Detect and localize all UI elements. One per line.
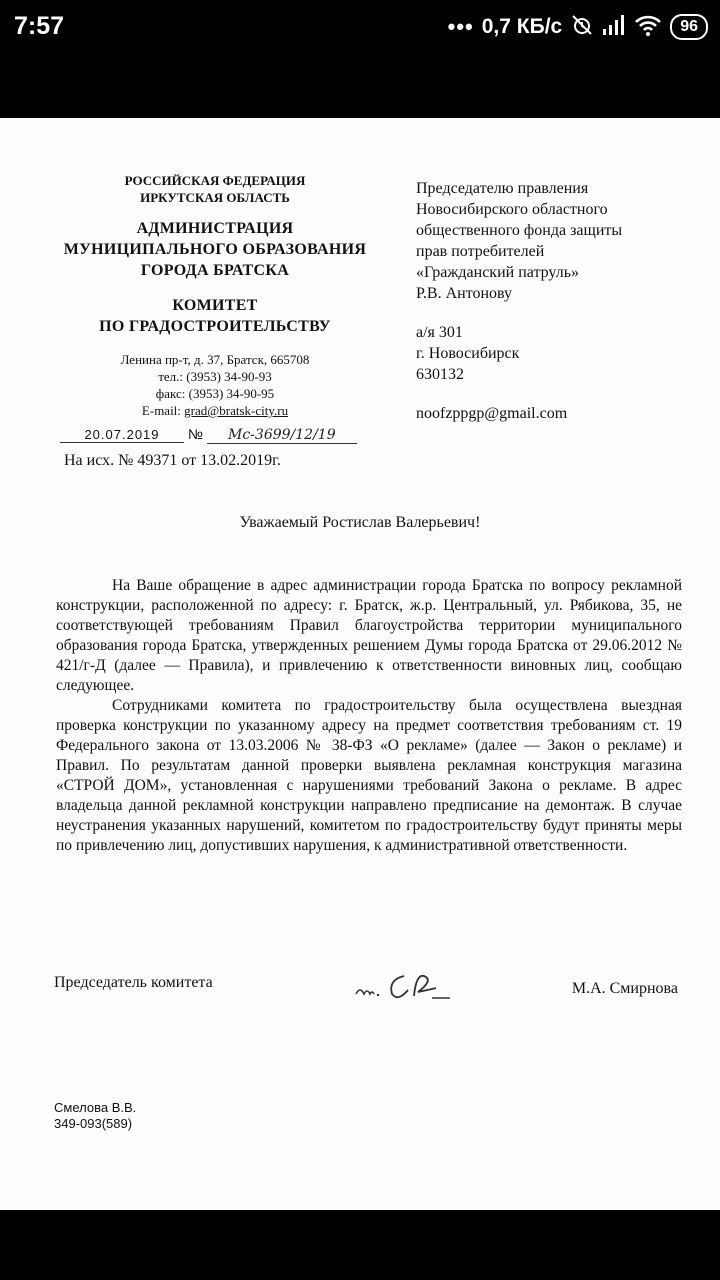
addressee-postcode: 630132 bbox=[416, 366, 464, 383]
status-icons bbox=[448, 10, 708, 44]
org-email-link: grad@bratsk-city.ru bbox=[184, 403, 289, 418]
org-email bbox=[40, 402, 390, 419]
addressee-line-2: Новосибирского областного bbox=[416, 201, 608, 218]
addressee-po-box: а/я 301 bbox=[416, 324, 463, 341]
signer-position: Председатель комитета bbox=[54, 974, 213, 991]
document-page bbox=[0, 118, 720, 1210]
handwritten-signature bbox=[352, 966, 462, 1006]
addressee-line-5: «Гражданский патруль» bbox=[416, 264, 580, 281]
in-reply-to: На исх. № 49371 от 13.02.2019г. bbox=[64, 452, 281, 469]
letter-body bbox=[56, 576, 682, 856]
registration-date: 20.07.2019 bbox=[60, 427, 184, 443]
committee-line-1: КОМИТЕТ bbox=[172, 297, 258, 314]
country-line: РОССИЙСКАЯ ФЕДЕРАЦИЯ bbox=[124, 173, 306, 188]
network-speed: 0,7 КБ/с bbox=[481, 15, 563, 38]
admin-line-1: АДМИНИСТРАЦИЯ bbox=[136, 220, 294, 237]
status-bar bbox=[0, 0, 720, 60]
letterhead bbox=[40, 172, 390, 419]
org-email-label: E-mail: bbox=[141, 403, 185, 418]
region-line: ИРКУТСКАЯ ОБЛАСТЬ bbox=[140, 190, 290, 205]
signal-icon bbox=[602, 14, 626, 41]
addressee-block bbox=[416, 178, 706, 424]
registration-number: Мс-3699/12/19 bbox=[207, 427, 357, 444]
committee-line-2: ПО ГРАДОСТРОИТЕЛЬСТВУ bbox=[99, 318, 331, 335]
addressee-line-3: общественного фонда защиты bbox=[416, 222, 623, 239]
executor-name: Смелова В.В. bbox=[54, 1100, 137, 1115]
admin-line-3: ГОРОДА БРАТСКА bbox=[140, 262, 290, 279]
signer-name: М.А. Смирнова bbox=[571, 980, 678, 997]
addressee-city: г. Новосибирск bbox=[416, 345, 520, 362]
org-address: Ленина пр-т, д. 37, Братск, 665708 bbox=[120, 352, 310, 367]
executor-phone: 349-093(589) bbox=[54, 1116, 133, 1131]
paragraph-2: Сотрудниками комитета по градостроительству была осуществлена выездная проверка конструкции по указанному адресу на предмет соответствия требованиям ст. 19 Федерального закона от 13.03.2006 № 38-ФЗ «О рекламе» (далее — Закон о рекламе) и Правил. По результатам данной проверки выявлена рекламная конструкция магазина «СТРОЙ ДОМ», установленная с нарушениями требований Закона о рекламе. В адрес владельца данной рекламной конструкции направлено предписание на демонтаж. В случае неустранения указанных нарушений, комитетом по градостроительству будут приняты меры по привлечению лиц, допустивших нарушения, к административной ответственности. bbox=[56, 697, 682, 854]
number-sign: № bbox=[187, 426, 203, 442]
registration-line bbox=[60, 426, 357, 444]
addressee-email: noofzppgp@gmail.com bbox=[416, 405, 568, 422]
status-time: 7:57 bbox=[14, 12, 65, 40]
signature-row bbox=[54, 974, 678, 1006]
addressee-name: Р.В. Антонову bbox=[416, 285, 513, 302]
addressee-line-4: прав потребителей bbox=[416, 243, 545, 260]
org-phone: тел.: (3953) 34-90-93 bbox=[158, 369, 272, 384]
alarm-off-icon bbox=[570, 13, 594, 42]
org-fax: факс: (3953) 34-90-95 bbox=[155, 386, 275, 401]
battery-icon: 96 bbox=[670, 14, 708, 40]
paragraph-1: На Ваше обращение в адрес администрации города Братска по вопросу рекламной конструкции, расположенной по адресу: г. Братск, ж.р. Центральный, ул. Рябикова, 35, не соответствующей требованиям Правил благоустройства территории муниципального образования города Братска, утвержденных решением Думы города Братска от 29.06.2012 № 421/г-Д (далее — Правила), и привлечению к ответственности виновных лиц, сообщаю следующее. bbox=[56, 577, 682, 694]
notification-dots: ••• bbox=[447, 14, 474, 39]
addressee-line-1: Председателю правления bbox=[416, 180, 589, 197]
wifi-icon bbox=[634, 14, 662, 41]
salutation: Уважаемый Ростислав Валерьевич! bbox=[239, 514, 481, 531]
executor-block bbox=[54, 1100, 136, 1132]
admin-line-2: МУНИЦИПАЛЬНОГО ОБРАЗОВАНИЯ bbox=[63, 241, 367, 258]
